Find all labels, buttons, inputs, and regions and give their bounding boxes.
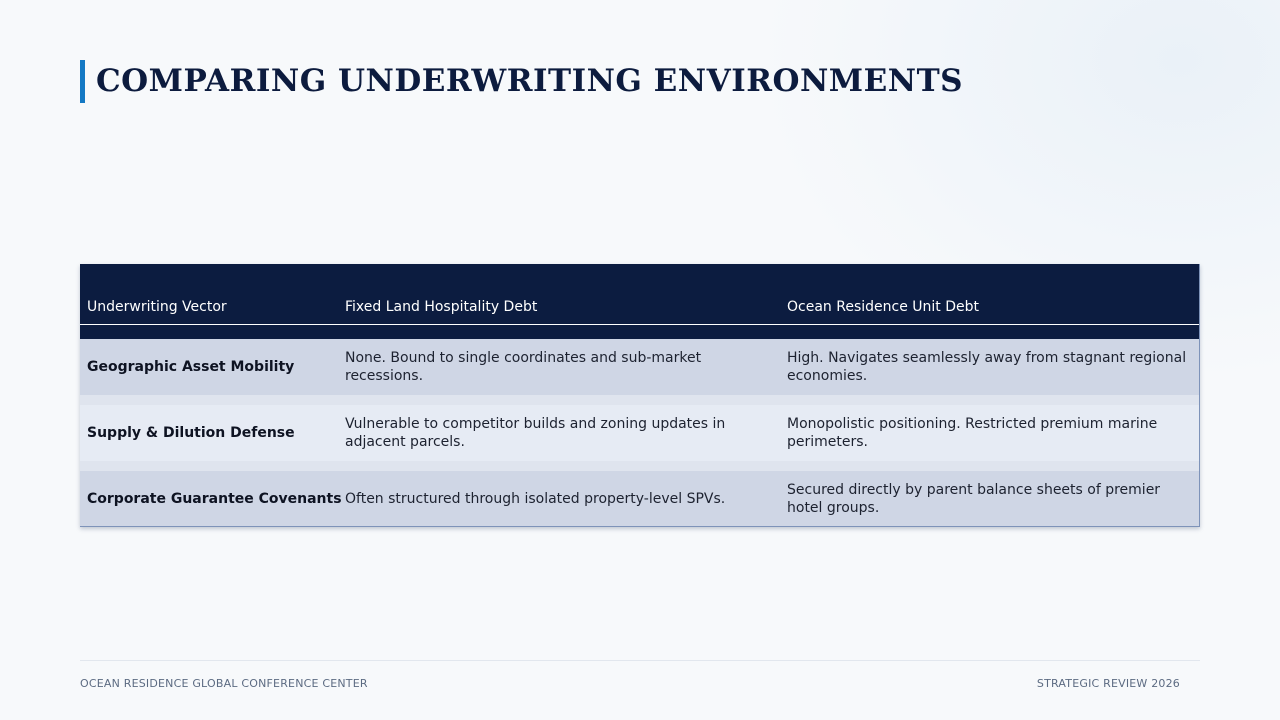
row-fixed-land-value: Vulnerable to competitor builds and zoning updates in adjacent parcels. xyxy=(338,405,780,461)
footer-report-label: STRATEGIC REVIEW 2026 xyxy=(1036,677,1180,690)
header-underwriting-vector: Underwriting Vector xyxy=(80,264,338,325)
slide-title: COMPARING UNDERWRITING ENVIRONMENTS xyxy=(96,63,964,99)
comparison-table xyxy=(80,264,1200,527)
table-right-border xyxy=(1199,264,1200,527)
row-vector-label: Supply & Dilution Defense xyxy=(80,405,338,461)
row-ocean-residence-value: Monopolistic positioning. Restricted premium marine perimeters. xyxy=(780,405,1200,461)
row-fixed-land-value: None. Bound to single coordinates and sub-market recessions. xyxy=(338,339,780,395)
row-vector-label: Geographic Asset Mobility xyxy=(80,339,338,395)
table-header-row xyxy=(80,264,1200,325)
row-divider xyxy=(80,461,1200,471)
header-spacer xyxy=(80,325,1200,340)
table-row xyxy=(80,471,1200,527)
header-ocean-residence-debt: Ocean Residence Unit Debt xyxy=(780,264,1200,325)
table-bottom-border xyxy=(80,526,1200,527)
row-divider xyxy=(80,395,1200,405)
table-row xyxy=(80,405,1200,461)
row-ocean-residence-value: High. Navigates seamlessly away from stagnant regional economies. xyxy=(780,339,1200,395)
row-ocean-residence-value: Secured directly by parent balance sheets of premier hotel groups. xyxy=(780,471,1200,527)
row-fixed-land-value: Often structured through isolated property-level SPVs. xyxy=(338,471,780,527)
header-fixed-land-debt: Fixed Land Hospitality Debt xyxy=(338,264,780,325)
comparison-grid xyxy=(80,264,1200,527)
row-vector-label: Corporate Guarantee Covenants xyxy=(80,471,338,527)
footer-divider xyxy=(80,660,1200,661)
title-block xyxy=(80,60,963,103)
footer-organization: OCEAN RESIDENCE GLOBAL CONFERENCE CENTER xyxy=(80,677,368,690)
table-row xyxy=(80,339,1200,395)
